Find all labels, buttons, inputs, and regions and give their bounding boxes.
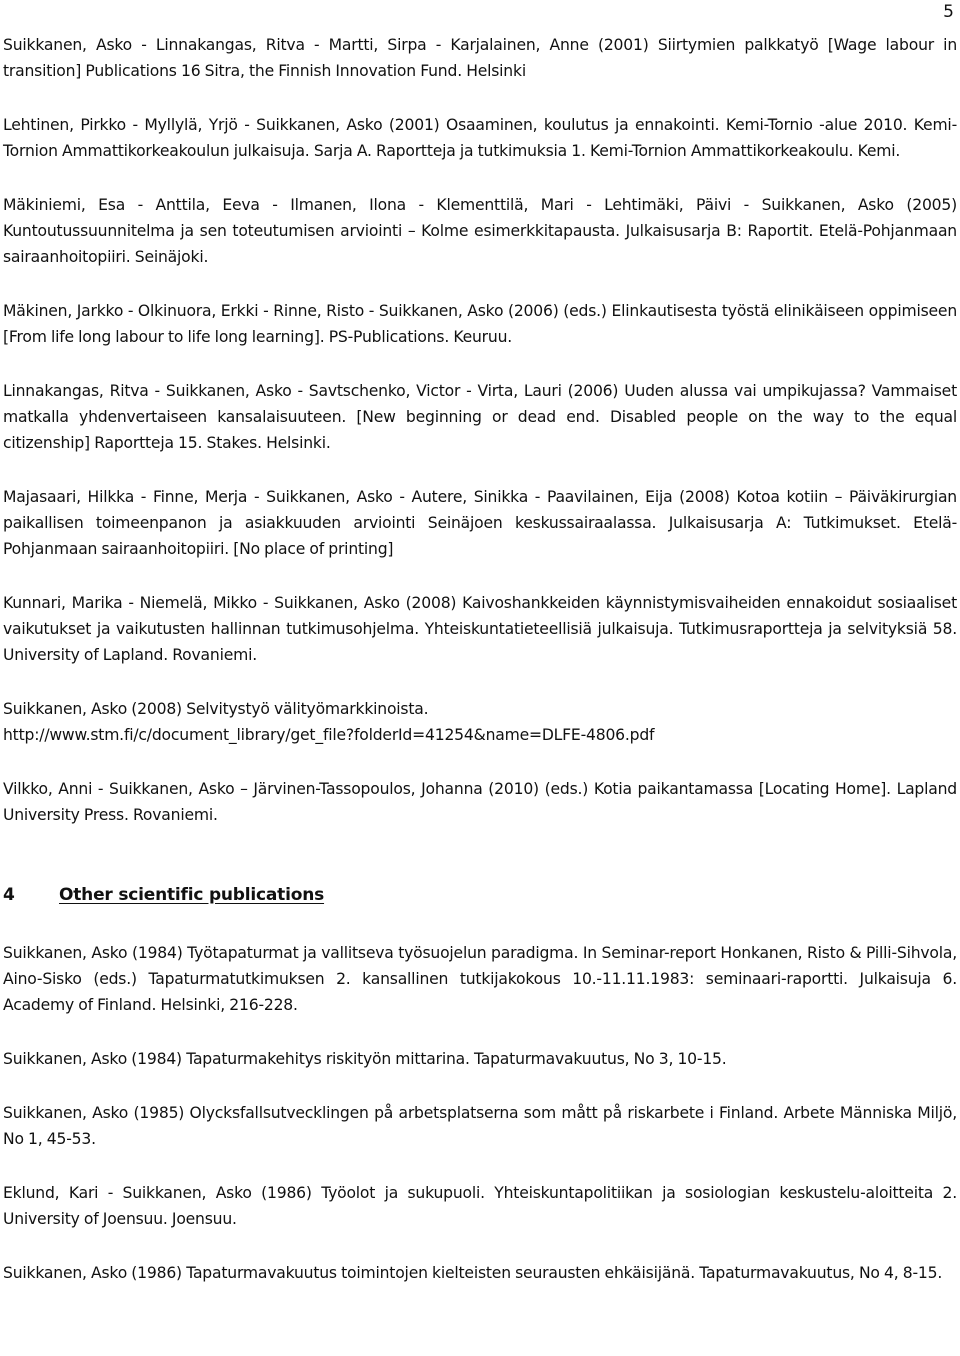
reference-entry (3, 298, 957, 350)
page-number: 5 (943, 2, 954, 22)
reference-url: http://www.stm.fi/c/document_library/get_file?folderId=41254&name=DLFE-4806.pdf (3, 726, 655, 744)
reference-entry (3, 32, 957, 84)
reference-entry (3, 1260, 957, 1286)
section-number: 4 (3, 885, 15, 905)
reference-entry (3, 378, 957, 456)
reference-entry (3, 1180, 957, 1232)
reference-entry (3, 696, 957, 748)
reference-text: Suikkanen, Asko (1984) Tapaturmakehitys riskityön mittarina. Tapaturmavakuutus, No 3, 10-15. (3, 1050, 727, 1068)
reference-entry (3, 776, 957, 828)
reference-entry (3, 1046, 957, 1072)
reference-text: Suikkanen, Asko - Linnakangas, Ritva - Martti, Sirpa - Karjalainen, Anne (2001) Siirtymien palkkatyö [Wage labour in transition] Publications 16 Sitra, the Finnish Innovation Fund. Helsinki (3, 36, 957, 80)
reference-text: Majasaari, Hilkka - Finne, Merja - Suikkanen, Asko - Autere, Sinikka - Paavilainen, Eija (2008) Kotoa kotiin – Päiväkirurgian paikallisen toimeenpanon ja asiakkuuden arviointi Seinäjoen keskussairaalassa. Julkaisusarja A: Tutkimukset. Etelä-Pohjanmaan sairaanhoitopiiri. [No place of printing] (3, 488, 957, 558)
reference-entry (3, 1100, 957, 1152)
reference-text: Suikkanen, Asko (2008) Selvitystyö välityömarkkinoista. (3, 700, 429, 718)
reference-list (3, 32, 957, 1314)
reference-text: Suikkanen, Asko (1986) Tapaturmavakuutus toimintojen kielteisten seurausten ehkäisijänä. Tapaturmavakuutus, No 4, 8-15. (3, 1264, 943, 1282)
reference-text: Linnakangas, Ritva - Suikkanen, Asko - Savtschenko, Victor - Virta, Lauri (2006) Uuden alussa vai umpikujassa? Vammaiset matkalla yhdenvertaiseen kansalaisuuteen. [New beginning or dead end. Disabled people on the way to the equal citizenship] Raportteja 15. Stakes. Helsinki. (3, 382, 957, 452)
reference-entry (3, 940, 957, 1018)
reference-text: Suikkanen, Asko (1985) Olycksfallsutvecklingen på arbetsplatserna som mått på riskarbete i Finland. Arbete Människa Miljö, No 1, 45-53. (3, 1104, 957, 1148)
reference-entry (3, 484, 957, 562)
reference-entry (3, 192, 957, 270)
reference-text: Kunnari, Marika - Niemelä, Mikko - Suikkanen, Asko (2008) Kaivoshankkeiden käynnistymisvaiheiden ennakoidut sosiaaliset vaikutukset ja vaikutusten hallinnan tutkimusohjelma. Yhteiskuntatieteellisiä julkaisuja. Tutkimusraportteja ja selvityksiä 58. University of Lapland. Rovaniemi. (3, 594, 957, 664)
reference-entry (3, 112, 957, 164)
reference-text: Eklund, Kari - Suikkanen, Asko (1986) Työolot ja sukupuoli. Yhteiskuntapolitiikan ja sosiologian keskustelu-aloitteita 2. University of Joensuu. Joensuu. (3, 1184, 957, 1228)
section-title: Other scientific publications (59, 885, 325, 905)
reference-entry (3, 590, 957, 668)
section-heading (3, 883, 957, 907)
reference-text: Vilkko, Anni - Suikkanen, Asko – Järvinen-Tassopoulos, Johanna (2010) (eds.) Kotia paikantamassa [Locating Home]. Lapland University Press. Rovaniemi. (3, 780, 957, 824)
reference-text: Mäkiniemi, Esa - Anttila, Eeva - Ilmanen, Ilona - Klementtilä, Mari - Lehtimäki, Päivi - Suikkanen, Asko (2005) Kuntoutussuunnitelma ja sen toteutumisen arviointi – Kolme esimerkkitapausta. Julkaisusarja B: Raportit. Etelä-Pohjanmaan sairaanhoitopiiri. Seinäjoki. (3, 196, 957, 266)
reference-text: Mäkinen, Jarkko - Olkinuora, Erkki - Rinne, Risto - Suikkanen, Asko (2006) (eds.) Elinkautisesta työstä elinikäiseen oppimiseen [From life long labour to life long learning]. PS-Publications. Keuruu. (3, 302, 957, 346)
reference-text: Lehtinen, Pirkko - Myllylä, Yrjö - Suikkanen, Asko (2001) Osaaminen, koulutus ja ennakointi. Kemi-Tornio -alue 2010. Kemi-Tornion Ammattikorkeakoulun julkaisuja. Sarja A. Raportteja ja tutkimuksia 1. Kemi-Tornion Ammattikorkeakoulu. Kemi. (3, 116, 957, 160)
reference-text: Suikkanen, Asko (1984) Työtapaturmat ja vallitseva työsuojelun paradigma. In Seminar-report Honkanen, Risto & Pilli-Sihvola, Aino-Sisko (eds.) Tapaturmatutkimuksen 2. kansallinen tutkijakokous 10.-11.11.1983: seminaari-raportti. Julkaisuja 6. Academy of Finland. Helsinki, 216-228. (3, 944, 957, 1014)
